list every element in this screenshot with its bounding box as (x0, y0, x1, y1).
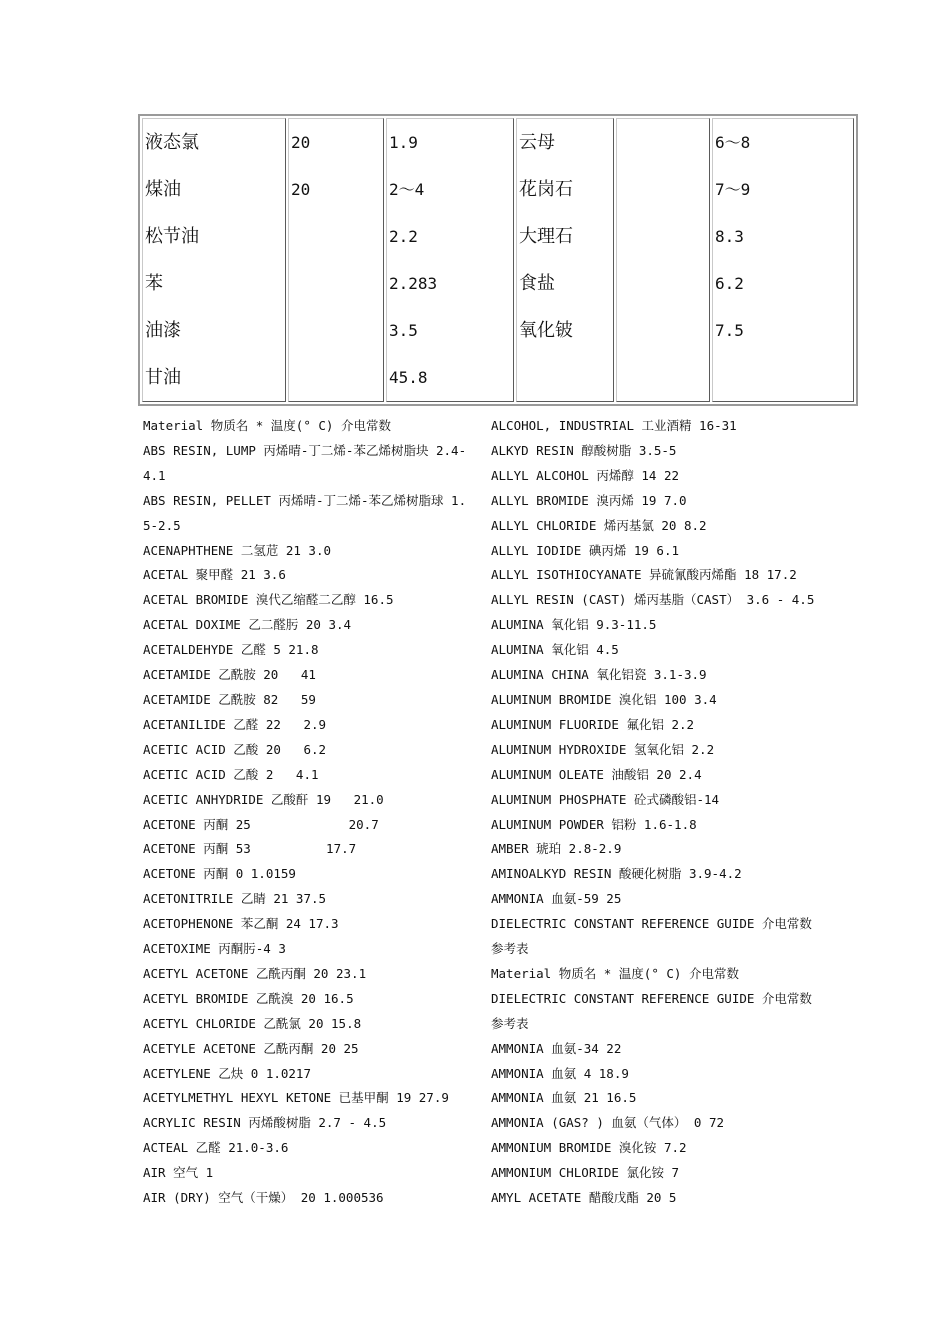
list-item: ACETONE 丙酮 0 1.0159 (143, 866, 296, 882)
list-item: ALUMINA 氧化铝 4.5 (491, 642, 619, 658)
table-cell: 6～8 (715, 133, 751, 152)
list-item: ACETONE 丙酮 53 17.7 (143, 841, 357, 857)
list-item: AMMONIA (GAS? ) 血氨（气体） 0 72 (491, 1115, 725, 1131)
table-cell: 8.3 (715, 227, 744, 246)
table-cell (619, 166, 707, 213)
list-item: ACETOXIME 丙酮肟-4 3 (143, 941, 286, 957)
list-item: AIR (DRY) 空气（干燥） 20 1.000536 (143, 1190, 384, 1206)
table-cell: 20 (291, 133, 311, 152)
list-item: ACETYL BROMIDE 乙酰溴 20 16.5 (143, 990, 354, 1006)
list-item: ACETIC ACID 乙酸 2 4.1 (143, 766, 319, 782)
table-cell (619, 119, 707, 166)
table-cell: 2.283 (389, 274, 438, 293)
table-cell: 45.8 (389, 368, 428, 387)
table-cell (715, 354, 851, 401)
table-cell: 松节油 (145, 226, 199, 247)
list-item: ALLYL ISOTHIOCYANATE 异硫氰酸丙烯酯 18 17.2 (491, 567, 797, 583)
list-item: ACETANILIDE 乙醛 22 2.9 (143, 716, 327, 732)
table-cell: 7～9 (715, 180, 751, 199)
table-cell: 20 (291, 180, 311, 199)
list-item: AMMONIA 血氨-59 25 (491, 891, 622, 907)
table-cell: 液态氯 (145, 132, 199, 153)
table-cell: 3.5 (389, 321, 418, 340)
list-item: ALLYL IODIDE 碘丙烯 19 6.1 (491, 542, 680, 558)
list-item: DIELECTRIC CONSTANT REFERENCE GUIDE 介电常数参考表 (491, 990, 812, 1031)
list-item: ACETYLENE 乙炔 0 1.0217 (143, 1065, 311, 1081)
table-col-constant-b (712, 118, 854, 402)
list-item: ALLYL CHLORIDE 烯丙基氯 20 8.2 (491, 517, 707, 533)
table-cell: 云母 (519, 132, 555, 153)
list-item: ALUMINUM BROMIDE 溴化铝 100 3.4 (491, 691, 717, 707)
list-item: ABS RESIN, PELLET 丙烯晴-丁二烯-苯乙烯树脂球 1.5-2.5 (143, 492, 467, 533)
dielectric-table (138, 114, 858, 406)
list-item: ALUMINA CHINA 氧化铝瓷 3.1-3.9 (491, 667, 707, 683)
material-list-right (491, 414, 821, 1211)
list-item: ACRYLIC RESIN 丙烯酸树脂 2.7 - 4.5 (143, 1115, 387, 1131)
list-item: ALLYL ALCOHOL 丙烯醇 14 22 (491, 467, 680, 483)
list-item: AMMONIA 血氨 21 16.5 (491, 1090, 637, 1106)
list-item: AMYL ACETATE 醋酸戊酯 20 5 (491, 1190, 677, 1206)
table-cell: 大理石 (519, 226, 573, 247)
list-item: DIELECTRIC CONSTANT REFERENCE GUIDE 介电常数参考表 (491, 916, 812, 957)
list-item: ALUMINUM POWDER 铝粉 1.6-1.8 (491, 816, 697, 832)
table-cell: 氧化铍 (519, 320, 573, 341)
list-item: ACETAL 聚甲醛 21 3.6 (143, 567, 286, 583)
table-cell: 油漆 (145, 320, 181, 341)
table-cell: 1.9 (389, 133, 418, 152)
list-item: ALUMINUM PHOSPHATE 砼式磷酸铝-14 (491, 791, 720, 807)
list-item: ACETOPHENONE 苯乙酮 24 17.3 (143, 916, 339, 932)
list-item: AMINOALKYD RESIN 酸硬化树脂 3.9-4.2 (491, 866, 742, 882)
table-col-constant-a (386, 118, 514, 402)
list-item: Material 物质名 * 温度(° C) 介电常数 (143, 418, 391, 433)
list-item: ALUMINUM FLUORIDE 氟化铝 2.2 (491, 716, 695, 732)
table-cell (291, 307, 381, 354)
list-item: AMMONIA 血氨-34 22 (491, 1040, 622, 1056)
list-item: ALKYD RESIN 醇酸树脂 3.5-5 (491, 442, 677, 458)
list-item: ABS RESIN, LUMP 丙烯晴-丁二烯-苯乙烯树脂块 2.4-4.1 (143, 442, 467, 483)
table-cell: 煤油 (145, 179, 181, 200)
table-col-material-b (516, 118, 614, 402)
list-item: ACETYLE ACETONE 乙酰丙酮 20 25 (143, 1040, 359, 1056)
table-cell (619, 307, 707, 354)
list-item: ALLYL RESIN (CAST) 烯丙基脂（CAST） 3.6 - 4.5 (491, 592, 815, 608)
table-col-material-a (142, 118, 286, 402)
table-col-temperature-a (288, 118, 384, 402)
list-item: ACETAL DOXIME 乙二醛肟 20 3.4 (143, 617, 352, 633)
table-cell: 2～4 (389, 180, 425, 199)
list-item: AMMONIUM BROMIDE 溴化铵 7.2 (491, 1140, 687, 1156)
list-item: ACETYL CHLORIDE 乙酰氯 20 15.8 (143, 1015, 362, 1031)
list-item: AMMONIUM CHLORIDE 氯化铵 7 (491, 1165, 680, 1181)
list-item: ALUMINUM HYDROXIDE 氢氧化铝 2.2 (491, 741, 715, 757)
list-item: ACETIC ANHYDRIDE 乙酸酐 19 21.0 (143, 791, 384, 807)
table-cell (619, 213, 707, 260)
list-item: ALCOHOL, INDUSTRIAL 工业酒精 16-31 (491, 418, 737, 433)
table-cell (519, 354, 611, 401)
list-item: ALUMINUM OLEATE 油酸铝 20 2.4 (491, 766, 702, 782)
table-cell: 甘油 (145, 367, 181, 388)
list-item: ACETAMIDE 乙酰胺 20 41 (143, 667, 316, 683)
list-item: ACETONE 丙酮 25 20.7 (143, 816, 379, 832)
table-cell: 6.2 (715, 274, 744, 293)
table-cell: 7.5 (715, 321, 744, 340)
list-item: ACETIC ACID 乙酸 20 6.2 (143, 741, 327, 757)
list-item: ACETAL BROMIDE 溴代乙缩醛二乙醇 16.5 (143, 592, 394, 608)
table-cell: 苯 (145, 273, 163, 294)
table-cell (291, 213, 381, 260)
table-cell (619, 260, 707, 307)
table-cell: 2.2 (389, 227, 418, 246)
table-cell (291, 260, 381, 307)
list-item: ACETYL ACETONE 乙酰丙酮 20 23.1 (143, 965, 367, 981)
table-cell: 花岗石 (519, 179, 573, 200)
list-item: AMMONIA 血氨 4 18.9 (491, 1065, 629, 1081)
material-list-left (143, 414, 473, 1211)
table-cell (291, 354, 381, 401)
list-item: ACETAMIDE 乙酰胺 82 59 (143, 691, 316, 707)
list-item: ACTEAL 乙醛 21.0-3.6 (143, 1140, 289, 1156)
list-item: Material 物质名 * 温度(° C) 介电常数 (491, 965, 739, 981)
list-item: ALLYL BROMIDE 溴丙烯 19 7.0 (491, 492, 687, 508)
table-cell (619, 354, 707, 401)
list-item: ALUMINA 氧化铝 9.3-11.5 (491, 617, 657, 633)
list-item: ACENAPHTHENE 二氢苊 21 3.0 (143, 542, 332, 558)
list-item: AIR 空气 1 (143, 1165, 214, 1181)
list-item: ACETYLMETHYL HEXYL KETONE 已基甲酮 19 27.9 (143, 1090, 449, 1106)
list-item: ACETONITRILE 乙睛 21 37.5 (143, 891, 327, 907)
list-item: AMBER 琥珀 2.8-2.9 (491, 841, 622, 857)
table-col-temperature-b (616, 118, 710, 402)
table-cell: 食盐 (519, 273, 555, 294)
list-item: ACETALDEHYDE 乙醛 5 21.8 (143, 642, 319, 658)
